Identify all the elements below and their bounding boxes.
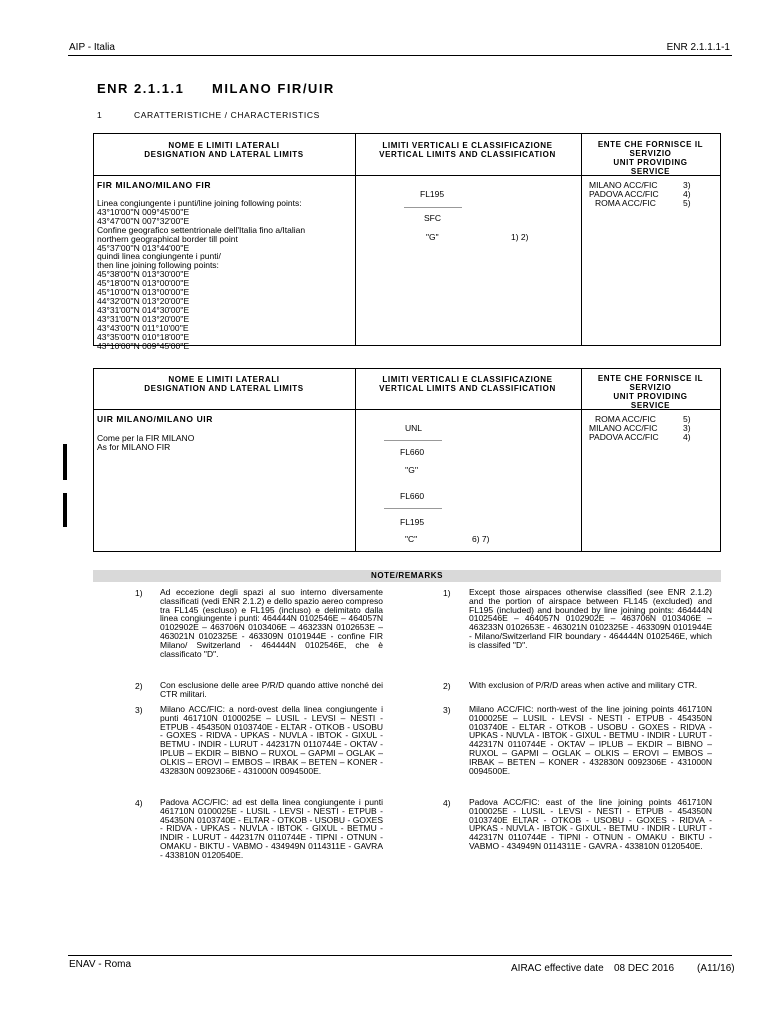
uir-col2-header: LIMITI VERTICALI E CLASSIFICAZIONE VERTICAL LIMITS AND CLASSIFICATION: [379, 375, 556, 393]
header-left: AIP - Italia: [69, 42, 115, 53]
fir-limit-divider: [404, 207, 462, 208]
remark-number: 2): [443, 681, 451, 691]
footer-airac: AIRAC effective date: [511, 963, 604, 974]
uir-upper-limit-2: FL660: [400, 491, 425, 501]
uir-service-row: PADOVA ACC/FIC 4): [589, 431, 691, 442]
uir-service-row: ROMA ACC/FIC 5): [595, 414, 691, 424]
remark-italian: Padova ACC/FIC: ad est della linea congiungente i punti 461710N 0100025E - LUSIL - LEVSI - NESTI - ETPUB - 454350N 0103740E - ELTAR - OTKOB - USOBU - GOXES - RIDVA - UPKAS - NUVLA - IBTOK - GIXUL - BETMU - INDIR - LURUT - 442317N 0110744E - TIPNI - OTNUN - OMAKU - BIKTU - VABMO - 434949N 0114311E - GAVRA - 433810N 0120540E.: [160, 797, 383, 860]
remarks-title: NOTE/REMARKS: [93, 570, 721, 582]
uir-upper-limit-1: UNL: [405, 423, 423, 433]
footer-rule: [68, 955, 732, 956]
uir-class-2-notes: 6) 7): [472, 534, 490, 544]
change-bar: [63, 493, 67, 527]
remark-number: 1): [135, 588, 143, 598]
remark-number: 4): [135, 798, 143, 808]
footer-amendment: (A11/16): [697, 963, 735, 974]
fir-lower-limit: SFC: [424, 213, 441, 223]
remark-number: 3): [443, 705, 451, 715]
change-bar: [63, 444, 67, 480]
section-number: 1: [97, 110, 103, 120]
remark-english: With exclusion of P/R/D areas when active and military CTR.: [469, 680, 698, 690]
uir-services: [589, 415, 691, 442]
fir-class-notes: 1) 2): [511, 232, 529, 242]
uir-col1-header: NOME E LIMITI LATERALI DESIGNATION AND LATERAL LIMITS: [144, 375, 304, 393]
remark-english: Milano ACC/FIC: north-west of the line joining points 461710N 0100025E – LUSIL - LEVSI - NESTI - ETPUB - 454350N 0103740E - ELTAR - OTKOB - USOBU - GOXES - RIDVA - UPKAS - NUVLA - IBTOK - GIXUL - BETMU - INDIR - LURUT - 442317N 0110744E - OKTAV – IPLUB – EKDIR – BIBNO – RUXOL – GAPMI – OGLAK – OLKIS – EROVI – EMBOS – IRBAK – BETEN – KONER - 432830N 0092306E - 431000N 0094500E.: [469, 704, 712, 776]
remark-number: 3): [135, 705, 143, 715]
header-rule: [68, 55, 732, 56]
fir-lateral-limits: Linea congiungente i punti/line joining following points: 43°10'00''N 009°45'00''E 43°47'00''N 007°32'00''E Confine geografico settentrionale dell'Italia fino a/Italian northern geographical border till point 45°37'00''N 013°44'00''E quindi linea congiungente i punti/ then line joining following points: 45°38'00''N 013°30'00''E 45°18'00''N 013°00'00''E 45°10'00''N 013°00'00''E 44°32'00''N 013°20'00''E 43°31'00''N 014°30'00''E 43°31'00''N 013°20'00''E 43°43'00''N 011°10'00''E 43°35'00''N 010°18'00''E 43°10'00''N 009°45'00''E: [97, 198, 306, 351]
fir-class: "G": [426, 232, 439, 242]
fir-service-row: MILANO ACC/FIC 3): [589, 180, 691, 190]
remark-italian: Con esclusione delle aree P/R/D quando attive nonché dei CTR militari.: [160, 680, 383, 699]
remark-number: 2): [135, 681, 143, 691]
fir-col2-header: LIMITI VERTICALI E CLASSIFICAZIONE VERTICAL LIMITS AND CLASSIFICATION: [379, 141, 556, 159]
uir-lateral-limits: Come per la FIR MILANO As for MILANO FIR: [97, 433, 195, 452]
remark-number: 4): [443, 798, 451, 808]
title-number: ENR 2.1.1.1: [97, 81, 185, 96]
fir-col3-header: ENTE CHE FORNISCE IL SERVIZIO UNIT PROVIDING SERVICE: [597, 140, 704, 176]
section-label: CARATTERISTICHE / CHARACTERISTICS: [134, 110, 320, 120]
remark-italian: Ad eccezione degli spazi al suo interno diversamente classificati (vedi ENR 2.1.2) e dello spazio aereo compreso tra FL145 (escluso) e FL195 (incluso) e delimitato dalla linea congiungente i punti: 464444N 0102546E – 464057N 0102902E – 463706N 0103406E – 463233N 0102653E – 463021N 0102325E - 463309N 0101944E - confine FIR Milano/ Switzerland - 464444N 0102546E, che è classificato "D".: [160, 587, 383, 659]
title-name: MILANO FIR/UIR: [212, 81, 335, 96]
uir-lower-limit-1: FL660: [400, 447, 425, 457]
fir-col1-header: NOME E LIMITI LATERALI DESIGNATION AND LATERAL LIMITS: [144, 141, 304, 159]
remark-number: 1): [443, 588, 451, 598]
uir-class-2: "C": [405, 534, 418, 544]
fir-upper-limit: FL195: [420, 189, 445, 199]
uir-limit-divider-2: [384, 508, 442, 509]
fir-service-row: PADOVA ACC/FIC 4): [589, 188, 691, 199]
header-right: ENR 2.1.1.1-1: [666, 42, 730, 53]
remark-english: Except those airspaces otherwise classified (see ENR 2.1.2) and the portion of airspace between FL145 (excluded) and FL195 (included) and bounded by line joining points: 464444N 0102546E – 464057N 0102902E – 463706N 0103406E – 463233N 0102653E - 463021N 0102325E - 463309N 0101944E - Milano/Switzerland FIR boundary - 464444N 0102546E, which is classifed "D".: [469, 587, 712, 650]
footer-date: 08 DEC 2016: [614, 963, 675, 974]
footer-left: ENAV - Roma: [69, 959, 132, 970]
remark-italian: Milano ACC/FIC: a nord-ovest della linea congiungente i punti 461710N 0100025E – LUSIL - LEVSI – NESTI - ETPUB - 454350N 0103740E - ELTAR - OTKOB - USOBU - GOXES - RIDVA - UPKAS - NUVLA - IBTOK - GIXUL - BETMU - INDIR - LURUT - 442317N 0110744E - OKTAV - IPLUB – EKDIR – BIBNO – RUXOL – GAPMI – OGLAK – OLKIS – EROVI – EMBOS – IRBAK – BETEN – KONER - 432830N 0092306E - 431000N 0094500E.: [160, 704, 383, 776]
uir-lower-limit-2: FL195: [400, 517, 425, 527]
remark-english: Padova ACC/FIC: east of the line joining points 461710N 0100025E - LUSIL - LEVSI - NESTI - ETPUB - 454350N 0103740E ELTAR - OTKOB - USOBU - GOXES - RIDVA - UPKAS - NUVLA - IBTOK - GIXUL - BETMU - INDIR - LURUT - 442317N 0110744E - TIPNI - OTNUN - OMAKU - BIKTU - VABMO - 434949N 0114311E - GAVRA - 433810N 0120540E.: [469, 797, 712, 851]
fir-service-row: ROMA ACC/FIC 5): [595, 197, 691, 208]
uir-class-1: ''G'': [405, 465, 419, 475]
uir-col3-header: ENTE CHE FORNISCE IL SERVIZIO UNIT PROVIDING SERVICE: [597, 374, 704, 410]
fir-name: FIR MILANO/MILANO FIR: [97, 180, 212, 190]
uir-limit-divider-1: [384, 440, 442, 441]
fir-services: [589, 181, 691, 208]
uir-name: UIR MILANO/MILANO UIR: [97, 414, 214, 424]
uir-service-row: MILANO ACC/FIC 3): [589, 422, 691, 433]
